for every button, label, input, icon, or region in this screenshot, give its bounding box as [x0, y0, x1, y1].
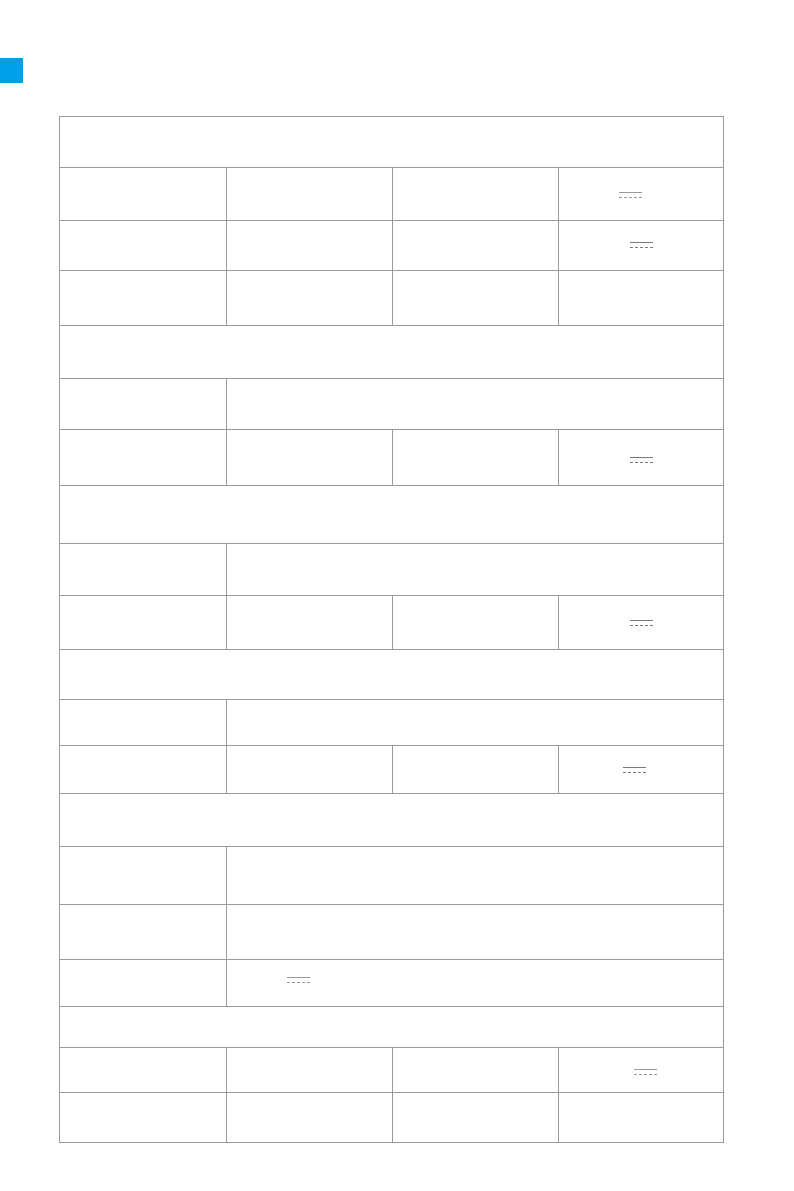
table-cell: [226, 1048, 392, 1092]
table-cell: [558, 596, 723, 649]
table-row: [60, 1092, 723, 1142]
table-cell: [60, 746, 226, 793]
section-header-cell: [60, 794, 723, 846]
table-cell: [558, 746, 723, 793]
table-row: [60, 959, 723, 1006]
table-cell: [226, 1093, 392, 1142]
dc-current-icon: [630, 242, 653, 250]
table-cell: [226, 596, 392, 649]
table-cell: [392, 1048, 558, 1092]
table-cell: [392, 430, 558, 485]
table-cell: [558, 1093, 723, 1142]
table-cell: [60, 700, 226, 745]
section-header-row: [60, 793, 723, 846]
table-cell: [226, 271, 392, 325]
table-cell: [60, 379, 226, 429]
table-row: [60, 220, 723, 270]
section-header-row: [60, 117, 723, 167]
table-row: [60, 745, 723, 793]
table-cell: [226, 221, 392, 270]
table-row: [60, 429, 723, 485]
table-row: [60, 378, 723, 429]
table-cell: [60, 221, 226, 270]
table-cell: [60, 544, 226, 595]
dc-current-icon: [630, 457, 653, 465]
table-cell: [226, 168, 392, 220]
table-cell: [226, 746, 392, 793]
table-cell: [558, 221, 723, 270]
section-header-row: [60, 325, 723, 378]
table-cell: [60, 596, 226, 649]
table-cell: [392, 271, 558, 325]
table-row: [60, 904, 723, 959]
table-cell: [226, 905, 723, 959]
table-cell: [226, 430, 392, 485]
table-cell: [60, 960, 226, 1006]
section-header-cell: [60, 1007, 723, 1047]
dc-current-icon: [287, 977, 310, 985]
table-cell: [60, 430, 226, 485]
table-cell: [226, 847, 723, 904]
table-cell: [226, 960, 723, 1006]
table-cell: [392, 1093, 558, 1142]
dc-current-icon: [619, 192, 642, 200]
table-cell: [392, 221, 558, 270]
table-row: [60, 846, 723, 904]
table-cell: [392, 746, 558, 793]
section-header-row: [60, 485, 723, 543]
spec-table: [59, 116, 724, 1143]
table-row: [60, 1047, 723, 1092]
table-cell: [226, 379, 723, 429]
table-cell: [558, 430, 723, 485]
table-cell: [60, 168, 226, 220]
dc-current-icon: [634, 1069, 657, 1077]
section-header-row: [60, 649, 723, 699]
table-cell: [60, 1093, 226, 1142]
table-cell: [60, 271, 226, 325]
section-header-cell: [60, 650, 723, 699]
section-header-cell: [60, 326, 723, 378]
table-cell: [558, 1048, 723, 1092]
table-cell: [226, 544, 723, 595]
section-header-row: [60, 1006, 723, 1047]
table-cell: [392, 168, 558, 220]
dc-current-icon: [630, 620, 653, 628]
table-cell: [60, 847, 226, 904]
table-cell: [60, 905, 226, 959]
table-cell: [226, 700, 723, 745]
table-row: [60, 543, 723, 595]
table-row: [60, 167, 723, 220]
section-header-cell: [60, 117, 723, 167]
table-cell: [60, 1048, 226, 1092]
table-row: [60, 270, 723, 325]
table-cell: [558, 168, 723, 220]
table-cell: [392, 596, 558, 649]
section-marker-tab: [0, 58, 23, 83]
dc-current-icon: [623, 767, 646, 775]
section-header-cell: [60, 486, 723, 543]
table-cell: [558, 271, 723, 325]
table-row: [60, 595, 723, 649]
table-row: [60, 699, 723, 745]
